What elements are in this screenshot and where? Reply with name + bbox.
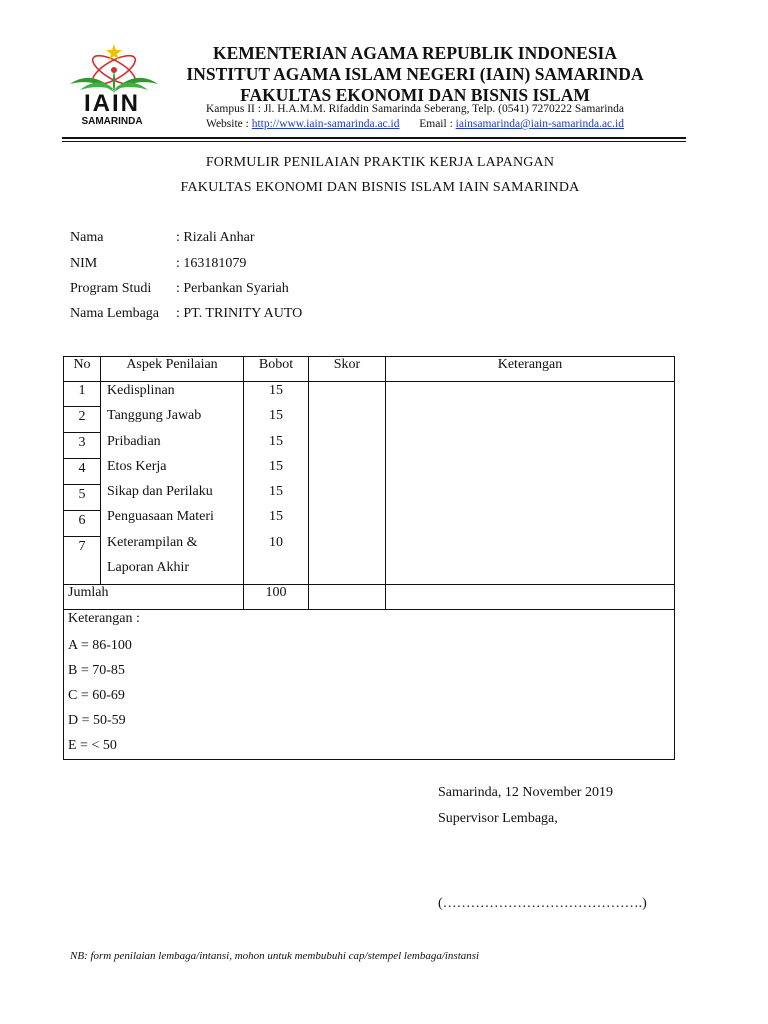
weight-column [244, 382, 309, 585]
faculty-heading: FAKULTAS EKONOMI DAN BISNIS ISLAM [240, 85, 590, 105]
aspect-column [101, 382, 244, 585]
form-title-line1: FORMULIR PENILAIAN PRAKTIK KERJA LAPANGAN [205, 155, 555, 170]
header-score: Skor [309, 357, 386, 382]
total-label: Jumlah [64, 585, 244, 610]
no-column [64, 382, 101, 585]
table-body-row [64, 382, 675, 585]
form-title-line2: FAKULTAS EKONOMI DAN BISNIS ISLAM IAIN SAMARINDA [180, 180, 580, 195]
logo-text: IAIN [84, 90, 140, 117]
footnote: NB: form penilaian lembaga/intansi, mohon untuk membubuhi cap/stempel lembaga/instansi [70, 950, 480, 962]
aspect-item: Etos Kerja [107, 458, 167, 474]
supervisor-role: Supervisor Lembaga, [438, 811, 558, 826]
identity-row-nim [70, 256, 246, 272]
identity-row-program [70, 281, 289, 297]
identity-value: : 163181079 [176, 256, 247, 271]
grade-item: A = 86-100 [68, 638, 132, 654]
assessment-table [63, 356, 675, 760]
identity-value: : Rizali Anhar [176, 230, 255, 245]
campus-address: Kampus II : Jl. H.A.M.M. Rifaddin Samarinda Seberang, Telp. (0541) 7270222 Samarinda [205, 103, 625, 115]
weight-value: 15 [269, 433, 283, 449]
header-no: No [64, 357, 101, 382]
row-number: 3 [64, 434, 100, 459]
header-note: Keterangan [386, 357, 675, 382]
score-cell[interactable] [309, 382, 386, 585]
weight-value: 15 [269, 458, 283, 474]
legend-title: Keterangan : [68, 611, 140, 627]
logo-subtext: SAMARINDA [81, 116, 143, 127]
identity-row-institution [70, 306, 302, 322]
grade-item: B = 70-85 [68, 663, 125, 679]
identity-label: Nama Lembaga [70, 306, 160, 321]
legend-row [64, 610, 675, 760]
email-link[interactable]: iainsamarinda@iain-samarinda.ac.id [455, 118, 624, 130]
website-link[interactable]: http://www.iain-samarinda.ac.id [251, 118, 400, 130]
header-rule-thick [62, 137, 686, 139]
website-label: Website : [206, 118, 249, 130]
aspect-item: Kedisplinan [107, 383, 175, 398]
contact-line [170, 117, 660, 132]
identity-row-name [70, 230, 255, 246]
identity-label: Program Studi [70, 281, 152, 296]
note-cell[interactable] [386, 382, 675, 585]
total-weight: 100 [244, 585, 309, 610]
row-number: 4 [64, 460, 100, 485]
iain-logo [62, 40, 162, 132]
identity-label: NIM [70, 256, 98, 271]
row-number: 7 [78, 539, 86, 554]
aspect-item: Penguasaan Materi [107, 509, 214, 525]
grade-item: E = < 50 [68, 738, 117, 754]
ministry-heading: KEMENTERIAN AGAMA REPUBLIK INDONESIA [212, 43, 617, 63]
total-score-cell[interactable] [309, 585, 386, 610]
weight-value: 10 [269, 534, 283, 550]
header-weight: Bobot [244, 357, 309, 382]
grade-item: C = 60-69 [68, 688, 125, 704]
header-aspect: Aspek Penilaian [101, 357, 244, 382]
weight-value: 15 [269, 408, 283, 424]
grade-legend [64, 610, 675, 760]
place-date: Samarinda, 12 November 2019 [438, 785, 613, 800]
row-number: 5 [64, 486, 100, 511]
signature-blank[interactable]: (…………………………………….) [438, 896, 647, 911]
aspect-item: Tanggung Jawab [107, 408, 202, 424]
row-number: 1 [64, 382, 100, 407]
weight-value: 15 [269, 383, 283, 398]
aspect-item: Sikap dan Perilaku [107, 484, 213, 500]
institute-heading: INSTITUT AGAMA ISLAM NEGERI (IAIN) SAMARINDA [186, 64, 644, 84]
aspect-item: Keterampilan & [107, 534, 198, 550]
identity-label: Nama [70, 230, 104, 245]
row-number: 2 [64, 408, 100, 433]
weight-value: 15 [269, 484, 283, 500]
identity-value: : Perbankan Syariah [176, 281, 289, 296]
table-header-row [64, 357, 675, 382]
header-rule-thin [62, 141, 686, 142]
total-row [64, 585, 675, 610]
aspect-item-continued: Laporan Akhir [107, 560, 190, 576]
row-number: 6 [64, 512, 100, 537]
email-label: Email : [419, 118, 453, 130]
weight-value: 15 [269, 509, 283, 525]
aspect-item: Pribadian [107, 433, 161, 449]
identity-value: : PT. TRINITY AUTO [176, 306, 303, 321]
total-note-cell[interactable] [386, 585, 675, 610]
grade-item: D = 50-59 [68, 713, 126, 729]
